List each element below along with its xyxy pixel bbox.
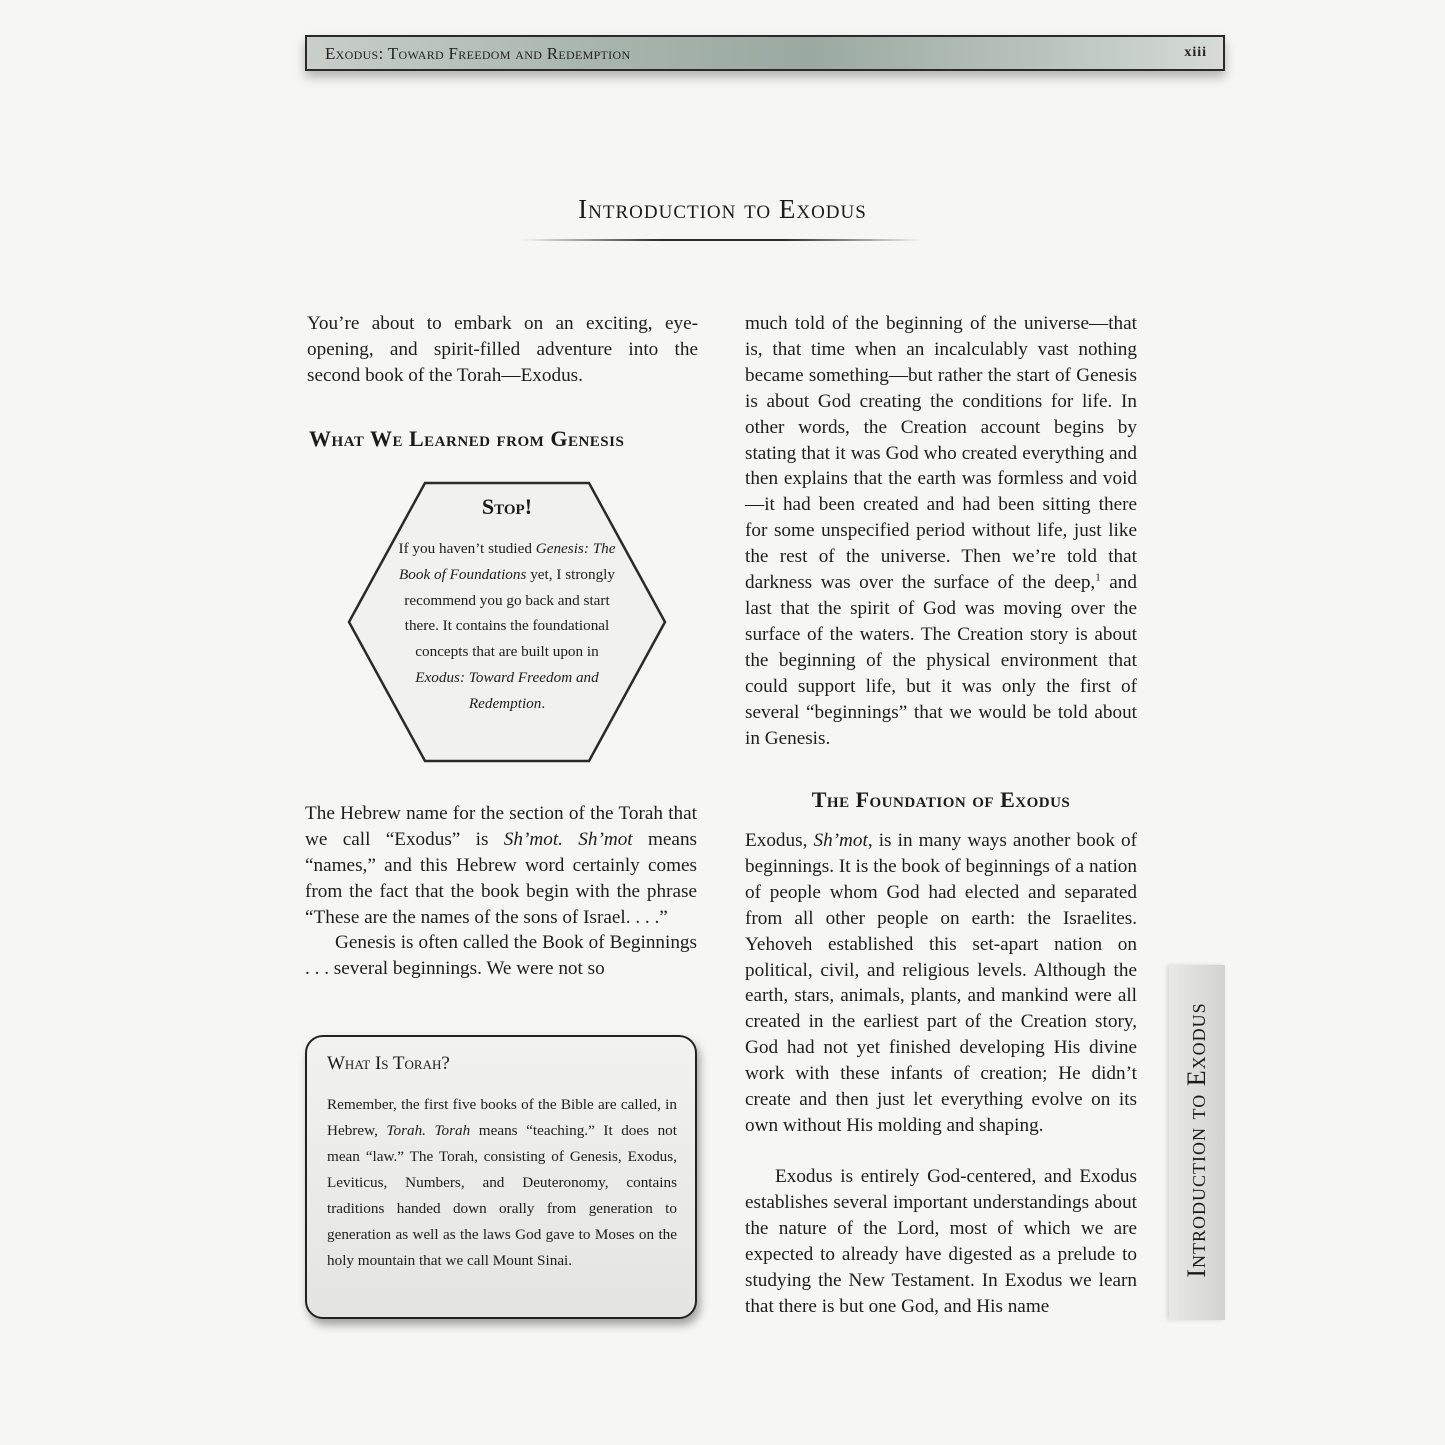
what-is-torah-box bbox=[305, 1035, 697, 1319]
term-torah: Torah. Torah bbox=[386, 1122, 471, 1139]
side-tab-label: Introduction to Exodus bbox=[1182, 1002, 1211, 1278]
section-heading-foundation: The Foundation of Exodus bbox=[811, 787, 1071, 812]
book-title-exodus: Exodus: Toward Freedom and Redemption bbox=[415, 668, 599, 712]
footnote-marker: 1 bbox=[1095, 571, 1101, 584]
intro-paragraph: You’re about to embark on an exciting, eye-opening, and spirit-filled adventure into the second book of the Torah—Exodus. bbox=[307, 313, 698, 386]
stop-callout-text: If you haven’t studied Genesis: The Book of Foundations yet, I strongly recommend you go back and start there. It contains the foundational concepts that are built upon in Exodus: Toward Freedom and Redemption. bbox=[398, 540, 616, 712]
genesis-beginnings-paragraph: Genesis is often called the Book of Beginnings . . . several beginnings. We were not so bbox=[305, 932, 697, 979]
stop-callout bbox=[345, 480, 669, 764]
stop-callout-title: Stop! bbox=[481, 494, 533, 519]
running-header bbox=[305, 35, 1225, 71]
section-heading-genesis: What We Learned from Genesis bbox=[309, 426, 625, 451]
hebrew-name-paragraph: The Hebrew name for the section of the Torah that we call “Exodus” is Sh’mot. Sh’mot means “names,” and this Hebrew word certainly comes from the fact that the book begin with the phrase “These are the names of the sons of Israel. . . .” bbox=[305, 803, 698, 928]
term-shmot-2: Sh’mot bbox=[813, 830, 868, 851]
chapter-title: Introduction to Exodus bbox=[578, 194, 867, 224]
creation-paragraph: much told of the beginning of the universe—that is, that time when an incalculably vast nothing became something—but rather the start of Genesis is about God creating the conditions for life. In other words, the Creation account begins by stating that it was God who created everything and then explains that the earth was formless and void—it had been created and had been sitting there for some unspecified period without life, just like the rest of the universe. Then we’re told that darkness was over the surface of the deep,$^1$ and last that the spirit of God was moving over the surface of the waters. The Creation story is about the beginning of the physical environment that could support life, but it was only the first of several “beginnings” that we would be told about in Genesis. bbox=[745, 313, 1137, 749]
running-header-title: Exodus: Toward Freedom and Redemption bbox=[325, 44, 631, 63]
book-title-genesis: Genesis: The Book of Foundations bbox=[399, 540, 616, 583]
term-shmot: Sh’mot. Sh’mot bbox=[503, 828, 633, 850]
page-number: xiii bbox=[1184, 45, 1207, 60]
foundation-paragraph: Exodus, Sh’mot, is in many ways another book of beginnings. It is the book of beginnings of a nation of people whom God had elected and separated from all other people on earth: the Israelites. Yehoveh established this set-apart nation on political, civil, and religious levels. Although the earth, stars, animals, plants, and mankind were all created in the earliest part of the Creation story, God had not yet finished developing His divine work with these infants of creation; He didn’t create and then just let everything evolve on its own without His molding and shaping. bbox=[745, 830, 1137, 1136]
what-is-torah-title: What Is Torah? bbox=[327, 1053, 450, 1074]
what-is-torah-text: Remember, the first five books of the Bible are called, in Hebrew, Torah. Torah means “teaching.” It does not mean “law.” The Torah, consisting of Genesis, Exodus, Leviticus, Numbers, and Deuteronomy, contains traditions handed down orally from generation to generation as well as the laws God gave to Moses on the holy mountain that we call Mount Sinai. bbox=[327, 1096, 677, 1269]
title-rule bbox=[522, 239, 922, 241]
god-centered-paragraph: Exodus is entirely God-centered, and Exodus establishes several important understandings about the nature of the Lord, most of which we are expected to already have digested as a prelude to studying the New Testament. In Exodus we learn that there is but one God, and His name bbox=[745, 1166, 1137, 1317]
